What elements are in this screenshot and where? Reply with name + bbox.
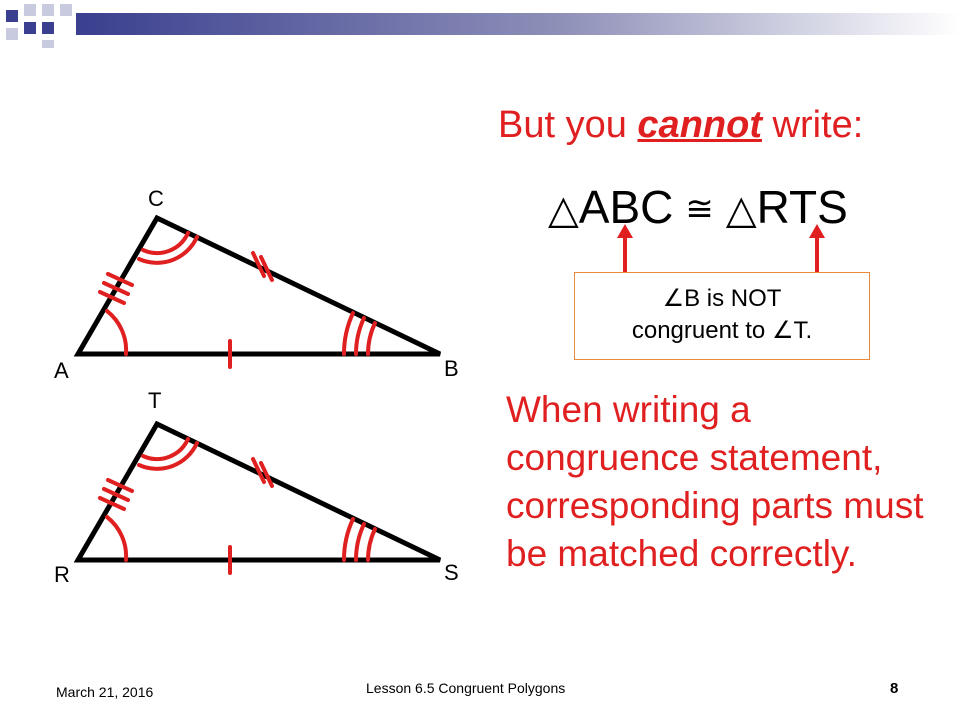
note-line-1-text: B is NOT — [684, 285, 782, 312]
angle-arc-a — [107, 311, 126, 354]
angle-arc-s-1 — [368, 529, 375, 560]
footer-title: Lesson 6.5 Congruent Polygons — [366, 680, 566, 696]
angle-arc-b-2 — [356, 318, 364, 354]
angle-arc-s-3 — [344, 519, 353, 560]
angle-arc-r — [107, 517, 126, 560]
triangle-symbol-icon: △ — [548, 188, 579, 232]
statement-right: RTS — [756, 181, 848, 233]
vertex-label-t: T — [148, 388, 162, 413]
heading-emphasis: cannot — [637, 104, 762, 146]
note-box — [574, 272, 870, 360]
page-number: 8 — [890, 680, 899, 697]
triangle-rst — [78, 424, 440, 573]
slide-heading — [498, 104, 863, 147]
heading-suffix: write: — [761, 104, 864, 146]
vertex-label-b: B — [444, 356, 459, 381]
angle-arc-b-3 — [344, 313, 353, 354]
congruence-statement — [548, 180, 848, 234]
vertex-label-s: S — [444, 560, 459, 585]
note-line-2 — [575, 315, 869, 347]
congruent-triangles-diagram — [0, 0, 500, 600]
note-line-1 — [575, 283, 869, 315]
congruent-symbol-icon: ≅ — [685, 190, 714, 228]
note-line-2-text: congruent to — [631, 317, 772, 344]
angle-arc-b-1 — [368, 323, 375, 354]
vertex-label-a: A — [54, 358, 69, 383]
angle-symbol-icon: ∠ — [771, 317, 794, 344]
explanation-text: When writing a congruence statement, corresponding parts must be matched correctly. — [506, 389, 924, 574]
footer-date: March 21, 2016 — [56, 684, 154, 700]
vertex-label-c: C — [148, 186, 164, 211]
note-line-2-end: T. — [793, 317, 813, 344]
triangle-abc — [78, 218, 440, 367]
statement-left: ABC — [578, 181, 674, 233]
angle-symbol-icon: ∠ — [662, 285, 685, 312]
vertex-label-r: R — [54, 562, 70, 587]
heading-prefix: But you — [498, 104, 638, 146]
angle-arc-c-1 — [143, 233, 188, 253]
angle-arc-t-1 — [143, 439, 188, 459]
triangle-symbol-icon: △ — [725, 188, 757, 232]
angle-arc-s-2 — [356, 524, 364, 560]
